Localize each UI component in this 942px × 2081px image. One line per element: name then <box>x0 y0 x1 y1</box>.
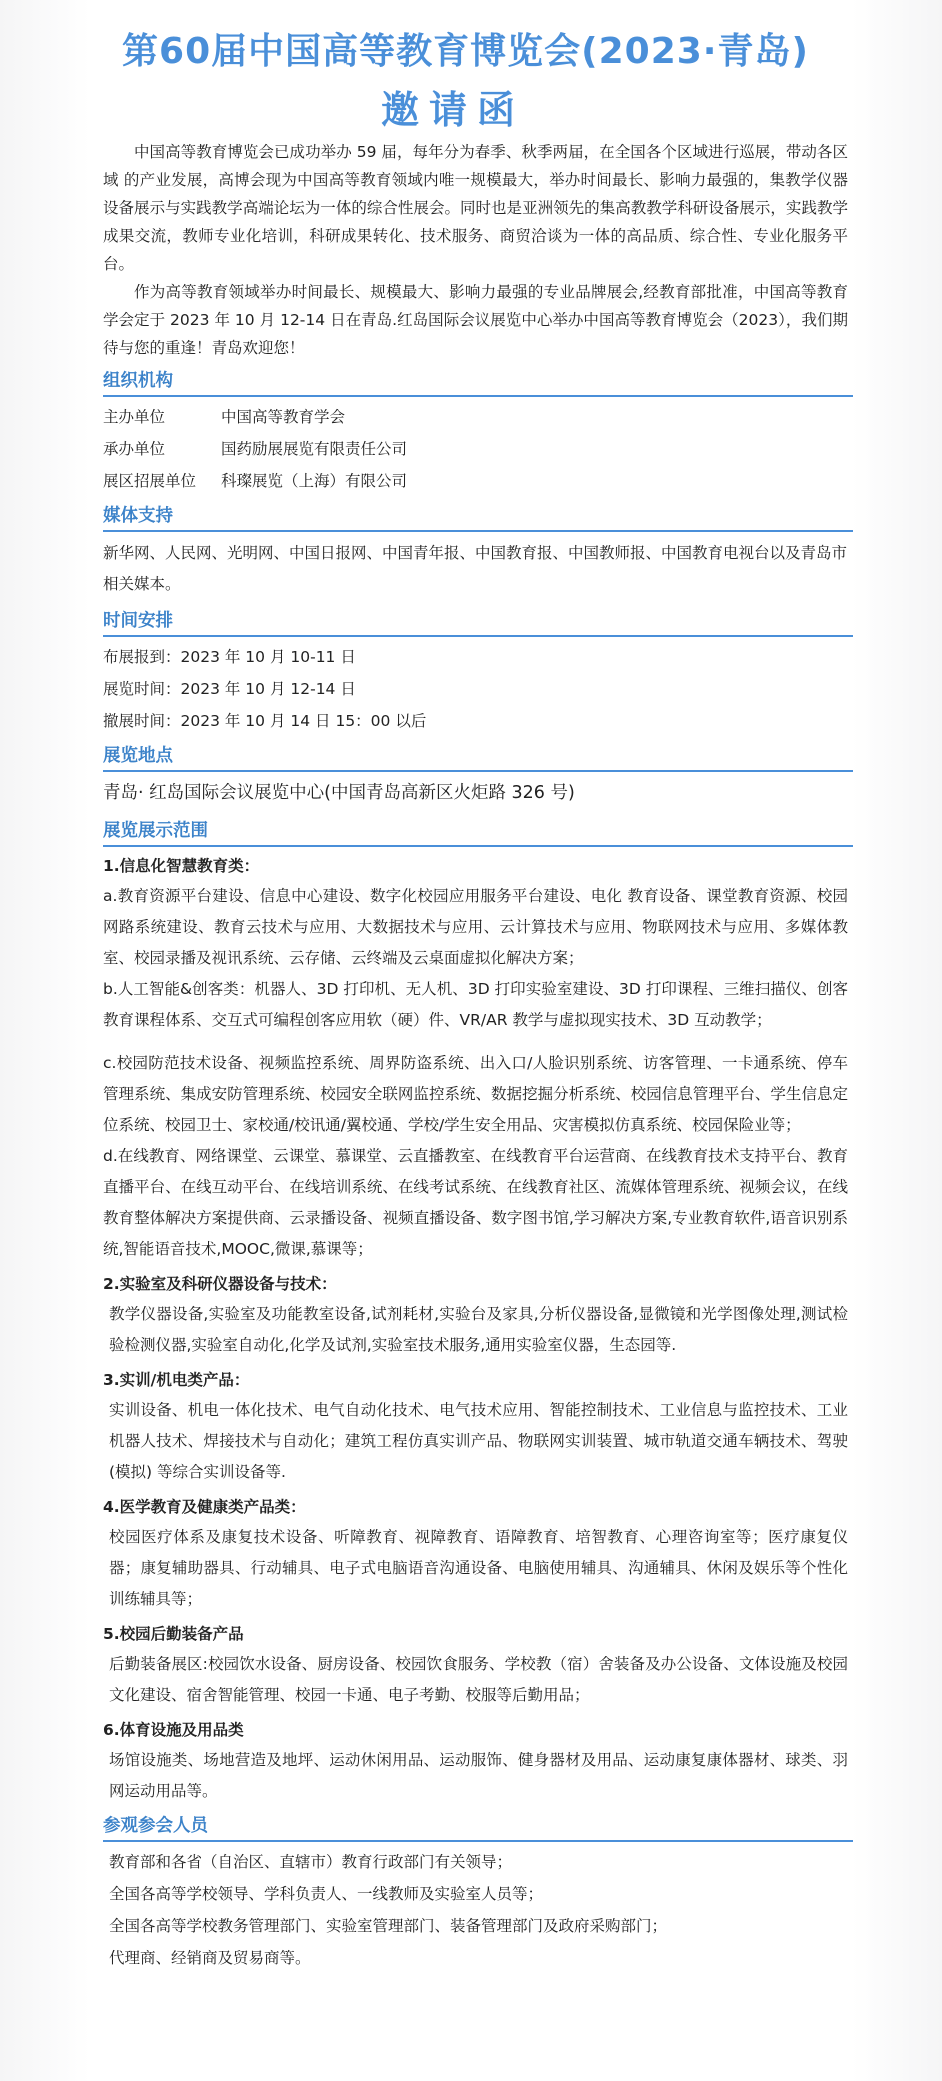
page-title: 第60届中国高等教育博览会(2023·青岛) <box>122 31 809 72</box>
document-content <box>103 20 848 1974</box>
attendee-line: 全国各高等学校教务管理部门、实验室管理部门、装备管理部门及政府采购部门； <box>109 1917 668 1935</box>
org-key: 展区招展单位 <box>103 472 197 490</box>
section-heading-organization: 组织机构 <box>103 368 853 397</box>
attendee-line: 全国各高等学校领导、学科负责人、一线教师及实验室人员等； <box>109 1885 544 1903</box>
venue-address: 青岛· 红岛国际会议展览中心(中国青岛高新区火炬路 326 号) <box>103 783 575 803</box>
org-key: 主办单位 <box>103 408 166 426</box>
org-value: 国药励展展览有限责任公司 <box>221 440 408 458</box>
section-heading-attendees: 参观参会人员 <box>103 1813 853 1842</box>
schedule-line: 布展报到：2023 年 10 月 10-11 日 <box>103 648 356 666</box>
category-title: 5.校园后勤装备产品 <box>103 1625 244 1643</box>
schedule-line: 展览时间：2023 年 10 月 12-14 日 <box>103 680 356 698</box>
attendee-line: 代理商、经销商及贸易商等。 <box>109 1949 311 1967</box>
org-value: 中国高等教育学会 <box>221 408 346 426</box>
category-item-b: b.人工智能&创客类：机器人、3D 打印机、无人机、3D 打印实验室建设、3D 打印课程、三维扫描仪、创客教育课程体系、交互式可编程创客应用软（硬）件、VR/AR 教学与虚拟现实技术、3D 互动教学； <box>103 980 848 1029</box>
media-text: 新华网、人民网、光明网、中国日报网、中国青年报、中国教育报、中国教师报、中国教育电视台以及青岛市相关媒本。 <box>103 544 848 593</box>
schedule-list <box>103 641 848 737</box>
section-heading-scope: 展览展示范围 <box>103 818 853 847</box>
category-title: 1.信息化智慧教育类： <box>103 857 260 875</box>
organization-list <box>103 401 848 497</box>
category-body: 后勤装备展区:校园饮水设备、厨房设备、校园饮食服务、学校教（宿）舍装备及办公设备、文体设施及校园文化建设、宿舍智能管理、校园一卡通、电子考勤、校服等后勤用品； <box>109 1655 848 1704</box>
organization-row <box>103 433 848 465</box>
intro-paragraph-2: 作为高等教育领域举办时间最长、规模最大、影响力最强的专业品牌展会,经教育部批准，中国高等教育学会定于 2023 年 10 月 12-14 日在青岛.红岛国际会议展览中心举办中国高等教育博览会（2023），我们期待与您的重逢！青岛欢迎您！ <box>103 283 848 357</box>
section-heading-media: 媒体支持 <box>103 503 853 532</box>
category-body: 教学仪器设备,实验室及功能教室设备,试剂耗材,实验台及家具,分析仪器设备,显微镜和光学图像处理,测试检验检测仪器,实验室自动化,化学及试剂,实验室技术服务,通用实验室仪器，生态园等. <box>109 1305 848 1354</box>
page-subtitle: 邀请函 <box>380 88 525 132</box>
section-heading-schedule: 时间安排 <box>103 608 853 637</box>
category-title: 6.体育设施及用品类 <box>103 1721 244 1739</box>
attendees-list <box>103 1846 848 1974</box>
category-title: 4.医学教育及健康类产品类： <box>103 1498 306 1516</box>
category-body: 实训设备、机电一体化技术、电气自动化技术、电气技术应用、智能控制技术、工业信息与监控技术、工业机器人技术、焊接技术与自动化；建筑工程仿真实训产品、物联网实训装置、城市轨道交通车辆技术、驾驶(模拟) 等综合实训设备等. <box>109 1401 848 1481</box>
section-heading-venue: 展览地点 <box>103 743 853 772</box>
category-item-a: a.教育资源平台建设、信息中心建设、数字化校园应用服务平台建设、电化 教育设备、课堂教育资源、校园网路系统建设、教育云技术与应用、大数据技术与应用、云计算技术与应用、物联网技术与应用、多媒体教室、校园录播及视讯系统、云存储、云终端及云桌面虚拟化解决方案； <box>103 887 848 967</box>
category-title: 2.实验室及科研仪器设备与技术： <box>103 1275 337 1293</box>
schedule-line: 撤展时间：2023 年 10 月 14 日 15：00 以后 <box>103 712 427 730</box>
attendee-line: 教育部和各省（自治区、直辖市）教育行政部门有关领导； <box>109 1853 513 1871</box>
intro-paragraph-1: 中国高等教育博览会已成功举办 59 届，每年分为春季、秋季两届，在全国各个区域进行巡展，带动各区域 的产业发展，高博会现为中国高等教育领域内唯一规模最大，举办时间最长、影响力最强的，集教学仪器设备展示与实践教学高端论坛为一体的综合性展会。同时也是亚洲领先的集高教教学科研设备展示，实践教学成果交流，教师专业化培训，科研成果转化、技术服务、商贸洽谈为一体的高品质、综合性、专业化服务平台。 <box>103 143 848 273</box>
category-body: 校园医疗体系及康复技术设备、听障教育、视障教育、语障教育、培智教育、心理咨询室等；医疗康复仪器；康复辅助器具、行动辅具、电子式电脑语音沟通设备、电脑使用辅具、沟通辅具、休闲及娱乐等个性化训练辅具等； <box>109 1528 848 1608</box>
category-title: 3.实训/机电类产品： <box>103 1371 250 1389</box>
organization-row <box>103 465 848 497</box>
category-body: 场馆设施类、场地营造及地坪、运动休闲用品、运动服饰、健身器材及用品、运动康复康体器材、球类、羽网运动用品等。 <box>109 1751 848 1800</box>
category-item-d: d.在线教育、网络课堂、云课堂、慕课堂、云直播教室、在线教育平台运营商、在线教育技术支持平台、教育直播平台、在线互动平台、在线培训系统、在线考试系统、在线教育社区、流媒体管理系统、视频会议，在线教育整体解决方案提供商、云录播设备、视频直播设备、数字图书馆,学习解决方案,专业教育软件,语音识别系统,智能语音技术,MOOC,微课,慕课等； <box>103 1147 848 1258</box>
org-key: 承办单位 <box>103 440 166 458</box>
org-value: 科璨展览（上海）有限公司 <box>221 472 408 490</box>
organization-row <box>103 401 848 433</box>
category-item-c: c.校园防范技术设备、视频监控系统、周界防盗系统、出入口/人脸识别系统、访客管理、一卡通系统、停车管理系统、集成安防管理系统、校园安全联网监控系统、数据挖掘分析系统、校园信息管理平台、学生信息定位系统、校园卫士、家校通/校讯通/翼校通、学校/学生安全用品、灾害模拟仿真系统、校园保险业等； <box>103 1054 848 1134</box>
